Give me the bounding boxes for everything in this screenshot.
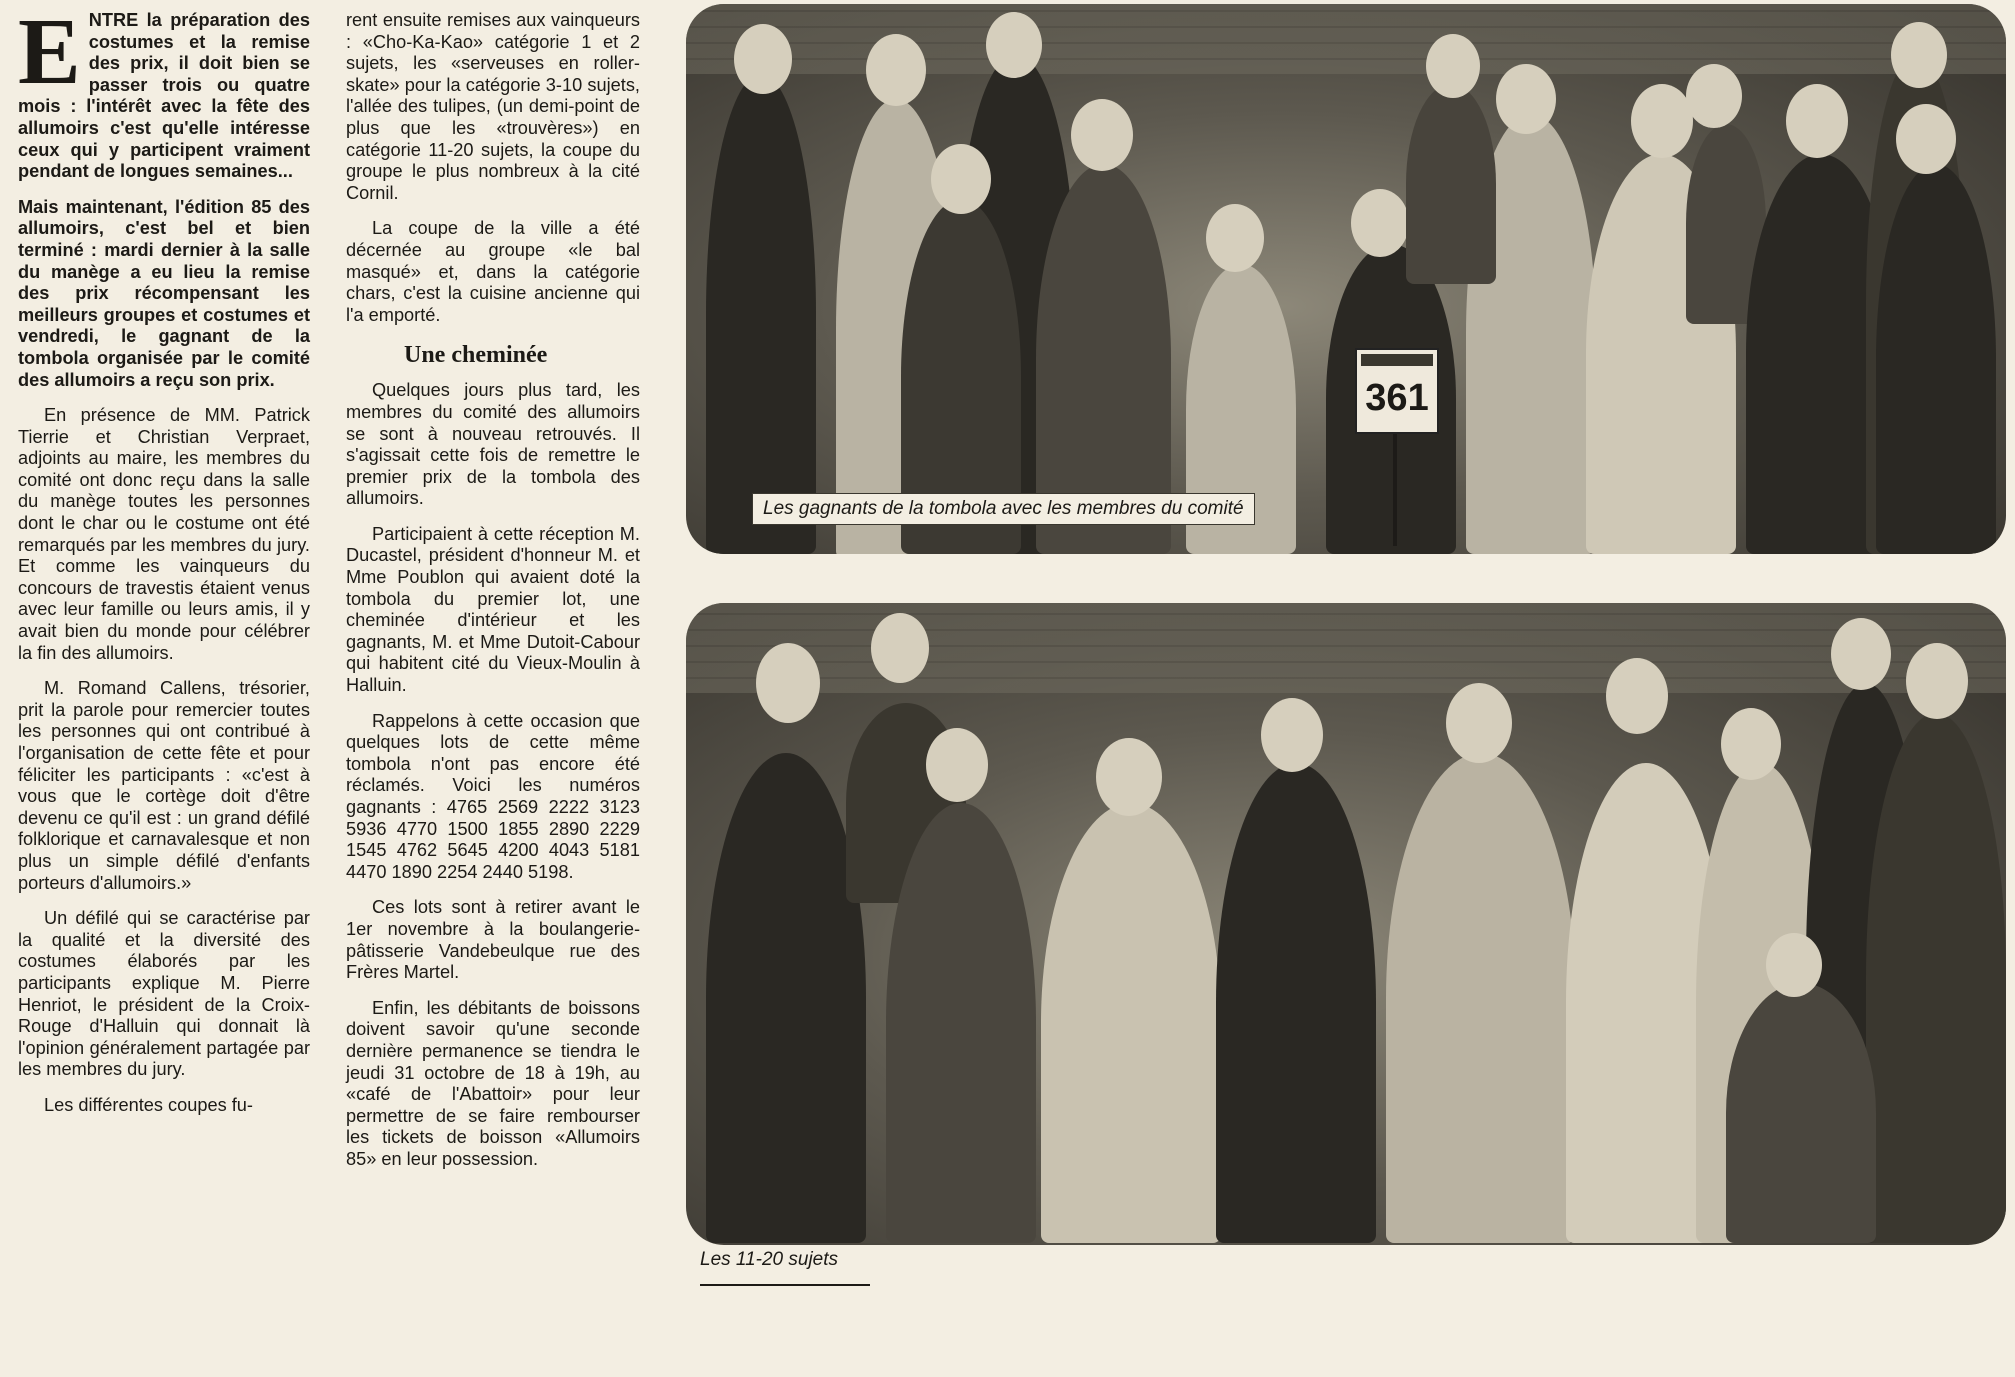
photo-tombola-winners xyxy=(686,4,2006,554)
person xyxy=(1386,753,1576,1243)
body-paragraph: Ces lots sont à retirer avant le 1er novembre à la boulangerie-pâtisserie Vandebeulque rue des Frères Martel. xyxy=(346,897,640,983)
person-head xyxy=(1831,618,1891,690)
lead-paragraph-2: Mais maintenant, l'édition 85 des allumoirs, c'est bel et bien terminé : mardi dernier à la salle du manège a eu lieu la remise des prix récompensant les meilleurs groupes et costumes et vendredi, le gagnant de la tombola organisée par le comité des allumoirs a reçu son prix. xyxy=(18,196,310,390)
photo-caption-bottom: Les 11-20 sujets xyxy=(700,1249,839,1270)
person-head xyxy=(1721,708,1781,780)
person-head xyxy=(926,728,988,802)
person xyxy=(706,753,866,1243)
person-head xyxy=(986,12,1042,78)
person-head xyxy=(1261,698,1323,772)
sign-banner xyxy=(1361,354,1433,366)
person-head xyxy=(1631,84,1693,158)
person-head xyxy=(734,24,792,94)
caption-rule xyxy=(700,1284,870,1286)
photo-caption-top: Les gagnants de la tombola avec les membres du comité xyxy=(752,493,1255,525)
sign-number: 361 xyxy=(1365,377,1429,419)
winning-numbers-paragraph: Rappelons à cette occasion que quelques lots de cette même tombola n'ont pas encore été réclamés. Voici les numéros gagnants : 4765 2569 2222 3123 5936 4770 1500 1855 2890 2229 1545 4762 5645 4200 4043 5181 4470 1890 2254 2440 5198. xyxy=(346,710,640,882)
lead-paragraph-1 xyxy=(18,0,310,183)
article-column-1 xyxy=(18,0,310,1131)
person xyxy=(1726,983,1876,1243)
body-paragraph: Les différentes coupes fu- xyxy=(44,1094,253,1115)
person-head xyxy=(756,643,820,723)
person-head xyxy=(1446,683,1512,763)
person-head xyxy=(871,613,929,683)
photo-group-11-20 xyxy=(686,603,2006,1245)
person-head xyxy=(1786,84,1848,158)
body-paragraph: En présence de MM. Patrick Tierrie et Christian Verpraet, adjoints au maire, les membres du comité ont donc reçu dans la salle du manège toutes les personnes dont le char ou le costume ont été remarqués par les membres du jury. Et comme les vainqueurs du concours de travestis étaient venus avec leur famille ou leurs amis, il y avait bien du monde pour célébrer la fin des allumoirs. xyxy=(18,405,310,663)
child-head xyxy=(1071,99,1133,171)
person xyxy=(886,803,1036,1243)
body-paragraph: Un défilé qui se caractérise par la qualité et la diversité des costumes élaborés par les participants explique M. Pierre Henriot, le président de la Croix-Rouge d'Halluin qui donnait là l'opinion généralement partagée par les membres du jury. xyxy=(18,908,310,1080)
child-head xyxy=(1206,204,1264,272)
person-head xyxy=(1686,64,1742,128)
person-head xyxy=(1096,738,1162,816)
person-head xyxy=(1906,643,1968,719)
number-sign xyxy=(1355,348,1439,434)
body-paragraph: Participaient à cette réception M. Ducastel, président d'honneur M. et Mme Poublon qui avaient doté la tombola du premier lot, une cheminée d'intérieur et les gagnants, M. et Mme Dutoit-Cabour qui habitent cité du Vieux-Moulin à Halluin. xyxy=(346,523,640,696)
person-head xyxy=(1766,933,1822,997)
body-paragraph: rent ensuite remises aux vainqueurs : «Cho-Ka-Kao» catégorie 1 et 2 sujets, les «serveuses en roller-skate» pour la catégorie 3-10 sujets, l'allée des tulipes, (un demi-point de plus que les «trouvères») en catégorie 11-20 sujets, la coupe du groupe le plus nombreux à la cité Cornil. xyxy=(346,10,640,203)
person xyxy=(1041,803,1221,1243)
body-paragraph: Quelques jours plus tard, les membres du comité des allumoirs se sont à nouveau retrouvés. Il s'agissait cette fois de remettre le premier prix de la tombola des allumoirs. xyxy=(346,380,640,509)
person xyxy=(1876,164,1996,554)
person xyxy=(1216,763,1376,1243)
lead-text-1: NTRE la préparation des costumes et la remise des prix, il doit bien se passer trois ou quatre mois : l'intérêt avec la fête des allumoirs c'est qu'elle intéresse ceux qui y participent vraiment pendant de longues semaines... xyxy=(18,10,310,182)
drop-cap: E xyxy=(18,0,81,104)
person-head xyxy=(1896,104,1956,174)
person-head xyxy=(866,34,926,106)
person xyxy=(706,74,816,554)
article-column-2 xyxy=(346,10,640,1185)
person-head xyxy=(1891,22,1947,88)
person-head xyxy=(1426,34,1480,98)
person-head xyxy=(1496,64,1556,134)
body-paragraph: La coupe de la ville a été décernée au groupe «le bal masqué» et, dans la catégorie chars, c'est la cuisine ancienne qui l'a emporté. xyxy=(346,218,640,325)
sign-pole xyxy=(1393,432,1397,546)
body-paragraph: M. Romand Callens, trésorier, prit la parole pour remercier toutes les personnes qui ont contribué à l'organisation de cette fête et pour féliciter les participants : «c'est à vous que le cortège doit d'être devenu ce qu'il est : un grand défilé folklorique et carnavalesque et non plus un simple défilé d'enfants porteurs d'allumoirs.» xyxy=(18,678,310,893)
body-paragraph: Enfin, les débitants de boissons doivent savoir qu'une seconde dernière permanence se tiendra le jeudi 31 octobre de 18 à 19h, au «café de l'Abattoir» pour leur permettre de se faire rembourser les tickets de boisson «Allumoirs 85» en leur possession. xyxy=(346,997,640,1169)
child-head xyxy=(1351,189,1409,257)
person xyxy=(1866,713,2006,1243)
child-head xyxy=(931,144,991,214)
person xyxy=(1406,84,1496,284)
subheading: Une cheminée xyxy=(404,342,548,369)
person-head xyxy=(1606,658,1668,734)
